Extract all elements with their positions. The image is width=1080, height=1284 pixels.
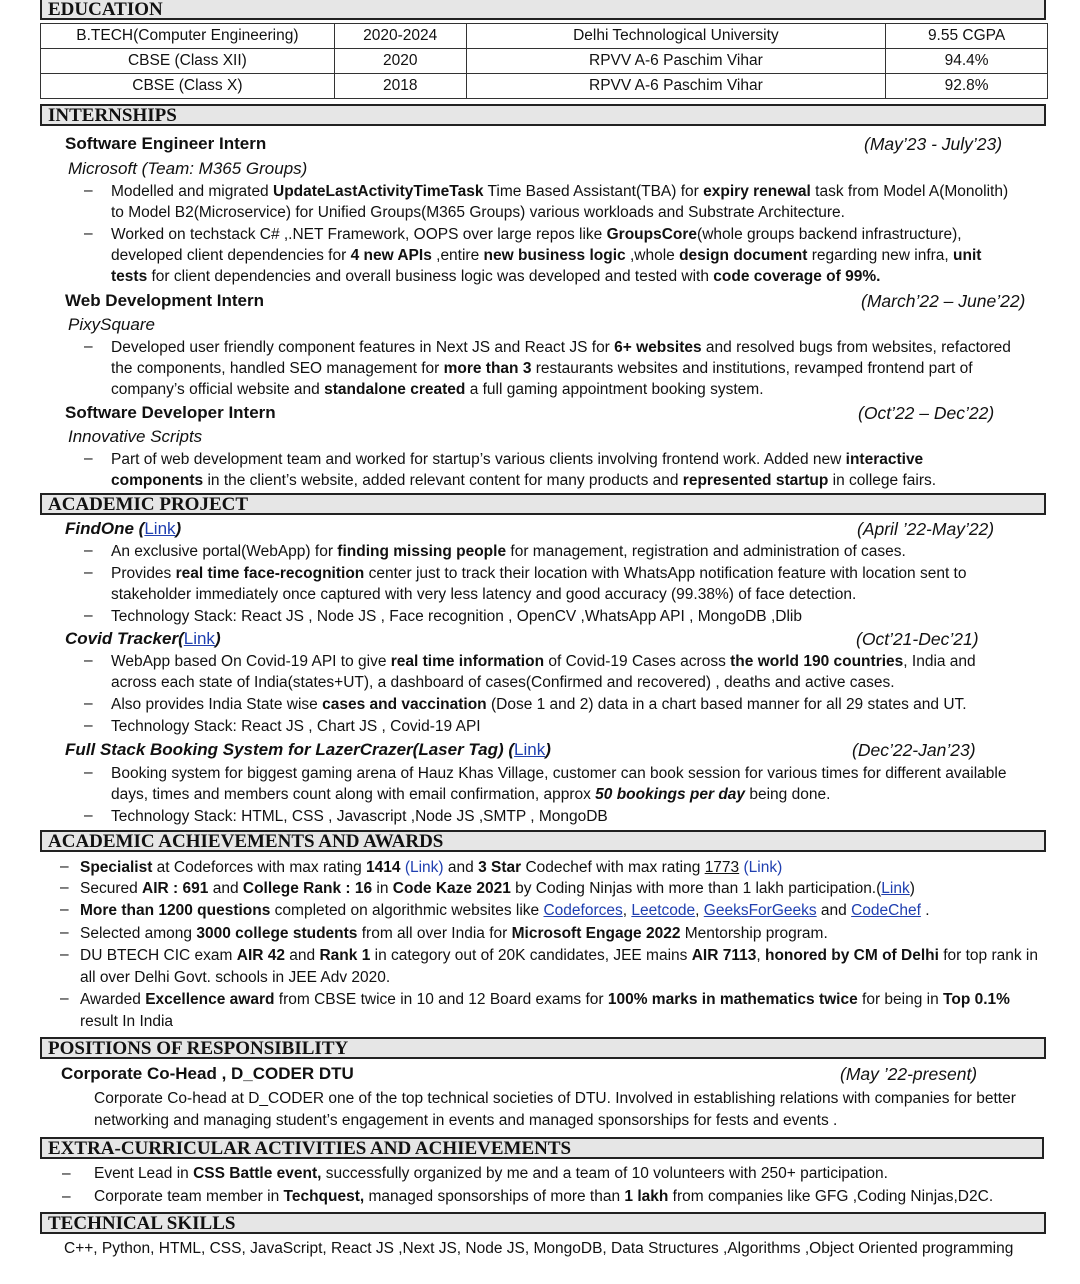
position-title: Corporate Co-Head , D_CODER DTU — [61, 1064, 354, 1083]
bullet-dash: – — [60, 924, 69, 941]
project-title: Covid Tracker(Link) — [65, 629, 221, 648]
edu-school: Delhi Technological University — [466, 24, 886, 49]
section-education: EDUCATION — [40, 0, 1046, 20]
project-title: Full Stack Booking System for LazerCrazer(Laser Tag) (Link) — [65, 740, 551, 759]
project-link[interactable]: Link — [514, 740, 546, 759]
bullet-dash: – — [84, 695, 93, 712]
edu-score: 94.4% — [886, 49, 1048, 74]
bullet-dash: – — [84, 652, 93, 669]
edu-degree: CBSE (Class XII) — [41, 49, 335, 74]
bullet-dash: – — [84, 607, 93, 624]
section-positions: POSITIONS OF RESPONSIBILITY — [40, 1037, 1046, 1059]
bullet-dash: – — [62, 1188, 71, 1205]
bullet-dash: – — [60, 990, 69, 1007]
edu-degree: CBSE (Class X) — [41, 74, 335, 99]
list-item: Awarded Excellence award from CBSE twice in 10 and 12 Board exams for 100% marks in mathematics twice for being in Top 0.1% result In India — [80, 991, 1010, 1030]
list-item: An exclusive portal(WebApp) for finding missing people for management, registration and administration of cases. — [111, 543, 906, 560]
list-item: Specialist at Codeforces with max rating 1414 (Link) and 3 Star Codechef with max rating 1773 (Link) — [80, 859, 783, 876]
project-link[interactable]: Link — [183, 629, 215, 648]
internship-date: (Oct’22 – Dec’22) — [858, 403, 995, 423]
bullet-dash: – — [84, 182, 93, 199]
edu-school: RPVV A-6 Paschim Vihar — [466, 49, 886, 74]
table-row — [41, 74, 1048, 99]
position-date: (May ’22-present) — [840, 1064, 978, 1084]
internship-company: Innovative Scripts — [68, 427, 203, 446]
list-item: Selected among 3000 college students from all over India for Microsoft Engage 2022 Mentorship program. — [80, 925, 828, 942]
list-item: WebApp based On Covid-19 API to give real time information of Covid-19 Cases across the world 190 countries, India and across each state of India(states+UT), a dashboard of cases(Confirmed and recovered) , deaths and active cases. — [111, 653, 976, 691]
edu-score: 9.55 CGPA — [886, 24, 1048, 49]
codechef-link[interactable]: (Link) — [739, 859, 783, 876]
bullet-dash: – — [62, 1165, 71, 1182]
project-date: (Dec’22-Jan’23) — [852, 740, 976, 760]
leetcode-link[interactable]: Leetcode — [631, 902, 696, 919]
internship-date: (May’23 - July’23) — [864, 134, 1003, 154]
list-item: Technology Stack: React JS , Node JS , Face recognition , OpenCV ,WhatsApp API , MongoDB ,Dlib — [111, 608, 802, 625]
codeforces-profile-link[interactable]: Codeforces — [543, 902, 623, 919]
edu-years: 2018 — [334, 74, 466, 99]
bullet-dash: – — [84, 764, 93, 781]
codekaze-link[interactable]: Link — [881, 880, 910, 897]
list-item: More than 1200 questions completed on algorithmic websites like Codeforces, Leetcode, GeeksForGeeks and CodeChef . — [80, 902, 930, 919]
geeksforgeeks-link[interactable]: GeeksForGeeks — [703, 902, 817, 919]
list-item: Worked on techstack C# ,.NET Framework, OOPS over large repos like GroupsCore(whole groups backend infrastructure), developed client dependencies for 4 new APIs ,entire new business logic ,whole design document regarding new infra, unit tests for client dependencies and overall business logic was developed and tested with code coverage of 99%. — [111, 226, 982, 285]
edu-score: 92.8% — [886, 74, 1048, 99]
bullet-dash: – — [84, 225, 93, 242]
list-item: Technology Stack: HTML, CSS , Javascript ,Node JS ,SMTP , MongoDB — [111, 808, 608, 825]
position-description: Corporate Co-head at D_CODER one of the top technical societies of DTU. Involved in establishing relations with companies for better networking and managing student’s engagement in events and managed sponsorships for fests and events . — [94, 1090, 1016, 1129]
list-item: Event Lead in CSS Battle event, successfully organized by me and a team of 10 volunteers with 250+ participation. — [94, 1165, 888, 1182]
edu-degree: B.TECH(Computer Engineering) — [41, 24, 335, 49]
codeforces-link[interactable]: (Link) — [400, 859, 444, 876]
edu-years: 2020 — [334, 49, 466, 74]
internship-date: (March’22 – June’22) — [861, 291, 1026, 311]
section-extra-curricular: EXTRA-CURRICULAR ACTIVITIES AND ACHIEVEMENTS — [40, 1137, 1044, 1159]
list-item: Also provides India State wise cases and vaccination (Dose 1 and 2) data in a chart based manner for all 29 states and UT. — [111, 696, 967, 713]
list-item: Corporate team member in Techquest, managed sponsorships of more than 1 lakh from companies like GFG ,Coding Ninjas,D2C. — [94, 1188, 994, 1205]
list-item: Secured AIR : 691 and College Rank : 16 in Code Kaze 2021 by Coding Ninjas with more than 1 lakh participation.(Link) — [80, 880, 915, 897]
section-internships: INTERNSHIPS — [40, 104, 1046, 126]
bullet-dash: – — [84, 542, 93, 559]
bullet-dash: – — [84, 717, 93, 734]
section-technical-skills: TECHNICAL SKILLS — [40, 1212, 1046, 1234]
bullet-dash: – — [60, 901, 69, 918]
bullet-dash: – — [84, 564, 93, 581]
section-achievements: ACADEMIC ACHIEVEMENTS AND AWARDS — [40, 830, 1046, 852]
list-item: Provides real time face-recognition center just to track their location with WhatsApp notification feature with location sent to stakeholder immediately once captured with very less latency and good accuracy (99.38%) of face detection. — [111, 565, 967, 603]
codechef-profile-link[interactable]: CodeChef — [851, 902, 921, 919]
list-item: DU BTECH CIC exam AIR 42 and Rank 1 in category out of 20K candidates, JEE mains AIR 7113, honored by CM of Delhi for top rank in all over Delhi Govt. schools in JEE Adv 2020. — [80, 947, 1038, 986]
education-table — [40, 23, 1048, 99]
edu-years: 2020-2024 — [334, 24, 466, 49]
bullet-dash: – — [84, 807, 93, 824]
internship-title: Software Developer Intern — [65, 403, 276, 422]
internship-title: Web Development Intern — [65, 291, 264, 310]
project-link[interactable]: Link — [144, 519, 176, 538]
bullet-dash: – — [84, 450, 93, 467]
bullet-dash: – — [60, 879, 69, 896]
internship-company: PixySquare — [68, 315, 155, 334]
list-item: Modelled and migrated UpdateLastActivityTimeTask Time Based Assistant(TBA) for expiry renewal task from Model A(Monolith) to Model B2(Microservice) for Unified Groups(M365 Groups) various workloads and Substrate Architecture. — [111, 183, 1009, 221]
list-item: Developed user friendly component features in Next JS and React JS for 6+ websites and resolved bugs from websites, refactored the components, handled SEO management for more than 3 restaurants websites and institutions, revamped frontend part of company’s official website and standalone created a full gaming appointment booking system. — [111, 339, 1011, 398]
table-row — [41, 24, 1048, 49]
project-date: (April ’22-May’22) — [857, 519, 995, 539]
internship-company: Microsoft (Team: M365 Groups) — [68, 159, 308, 178]
skills-list: C++, Python, HTML, CSS, JavaScript, React JS ,Next JS, Node JS, MongoDB, Data Structures ,Algorithms ,Object Oriented programming — [64, 1240, 1014, 1257]
edu-school: RPVV A-6 Paschim Vihar — [466, 74, 886, 99]
internship-title: Software Engineer Intern — [65, 134, 267, 153]
bullet-dash: – — [60, 946, 69, 963]
project-date: (Oct’21-Dec’21) — [856, 629, 979, 649]
bullet-dash: – — [84, 338, 93, 355]
section-academic-project: ACADEMIC PROJECT — [40, 493, 1046, 515]
bullet-dash: – — [60, 858, 69, 875]
list-item: Part of web development team and worked for startup’s various clients involving frontend work. Added new interactive components in the client’s website, added relevant content for many products and represented startup in college fairs. — [111, 451, 937, 489]
table-row — [41, 49, 1048, 74]
list-item: Technology Stack: React JS , Chart JS , Covid-19 API — [111, 718, 481, 735]
project-title: FindOne (Link) — [65, 519, 182, 538]
list-item: Booking system for biggest gaming arena of Hauz Khas Village, customer can book session for various times for different available days, times and members count along with email confirmation, approx 50 bookings per day being done. — [111, 765, 1007, 803]
